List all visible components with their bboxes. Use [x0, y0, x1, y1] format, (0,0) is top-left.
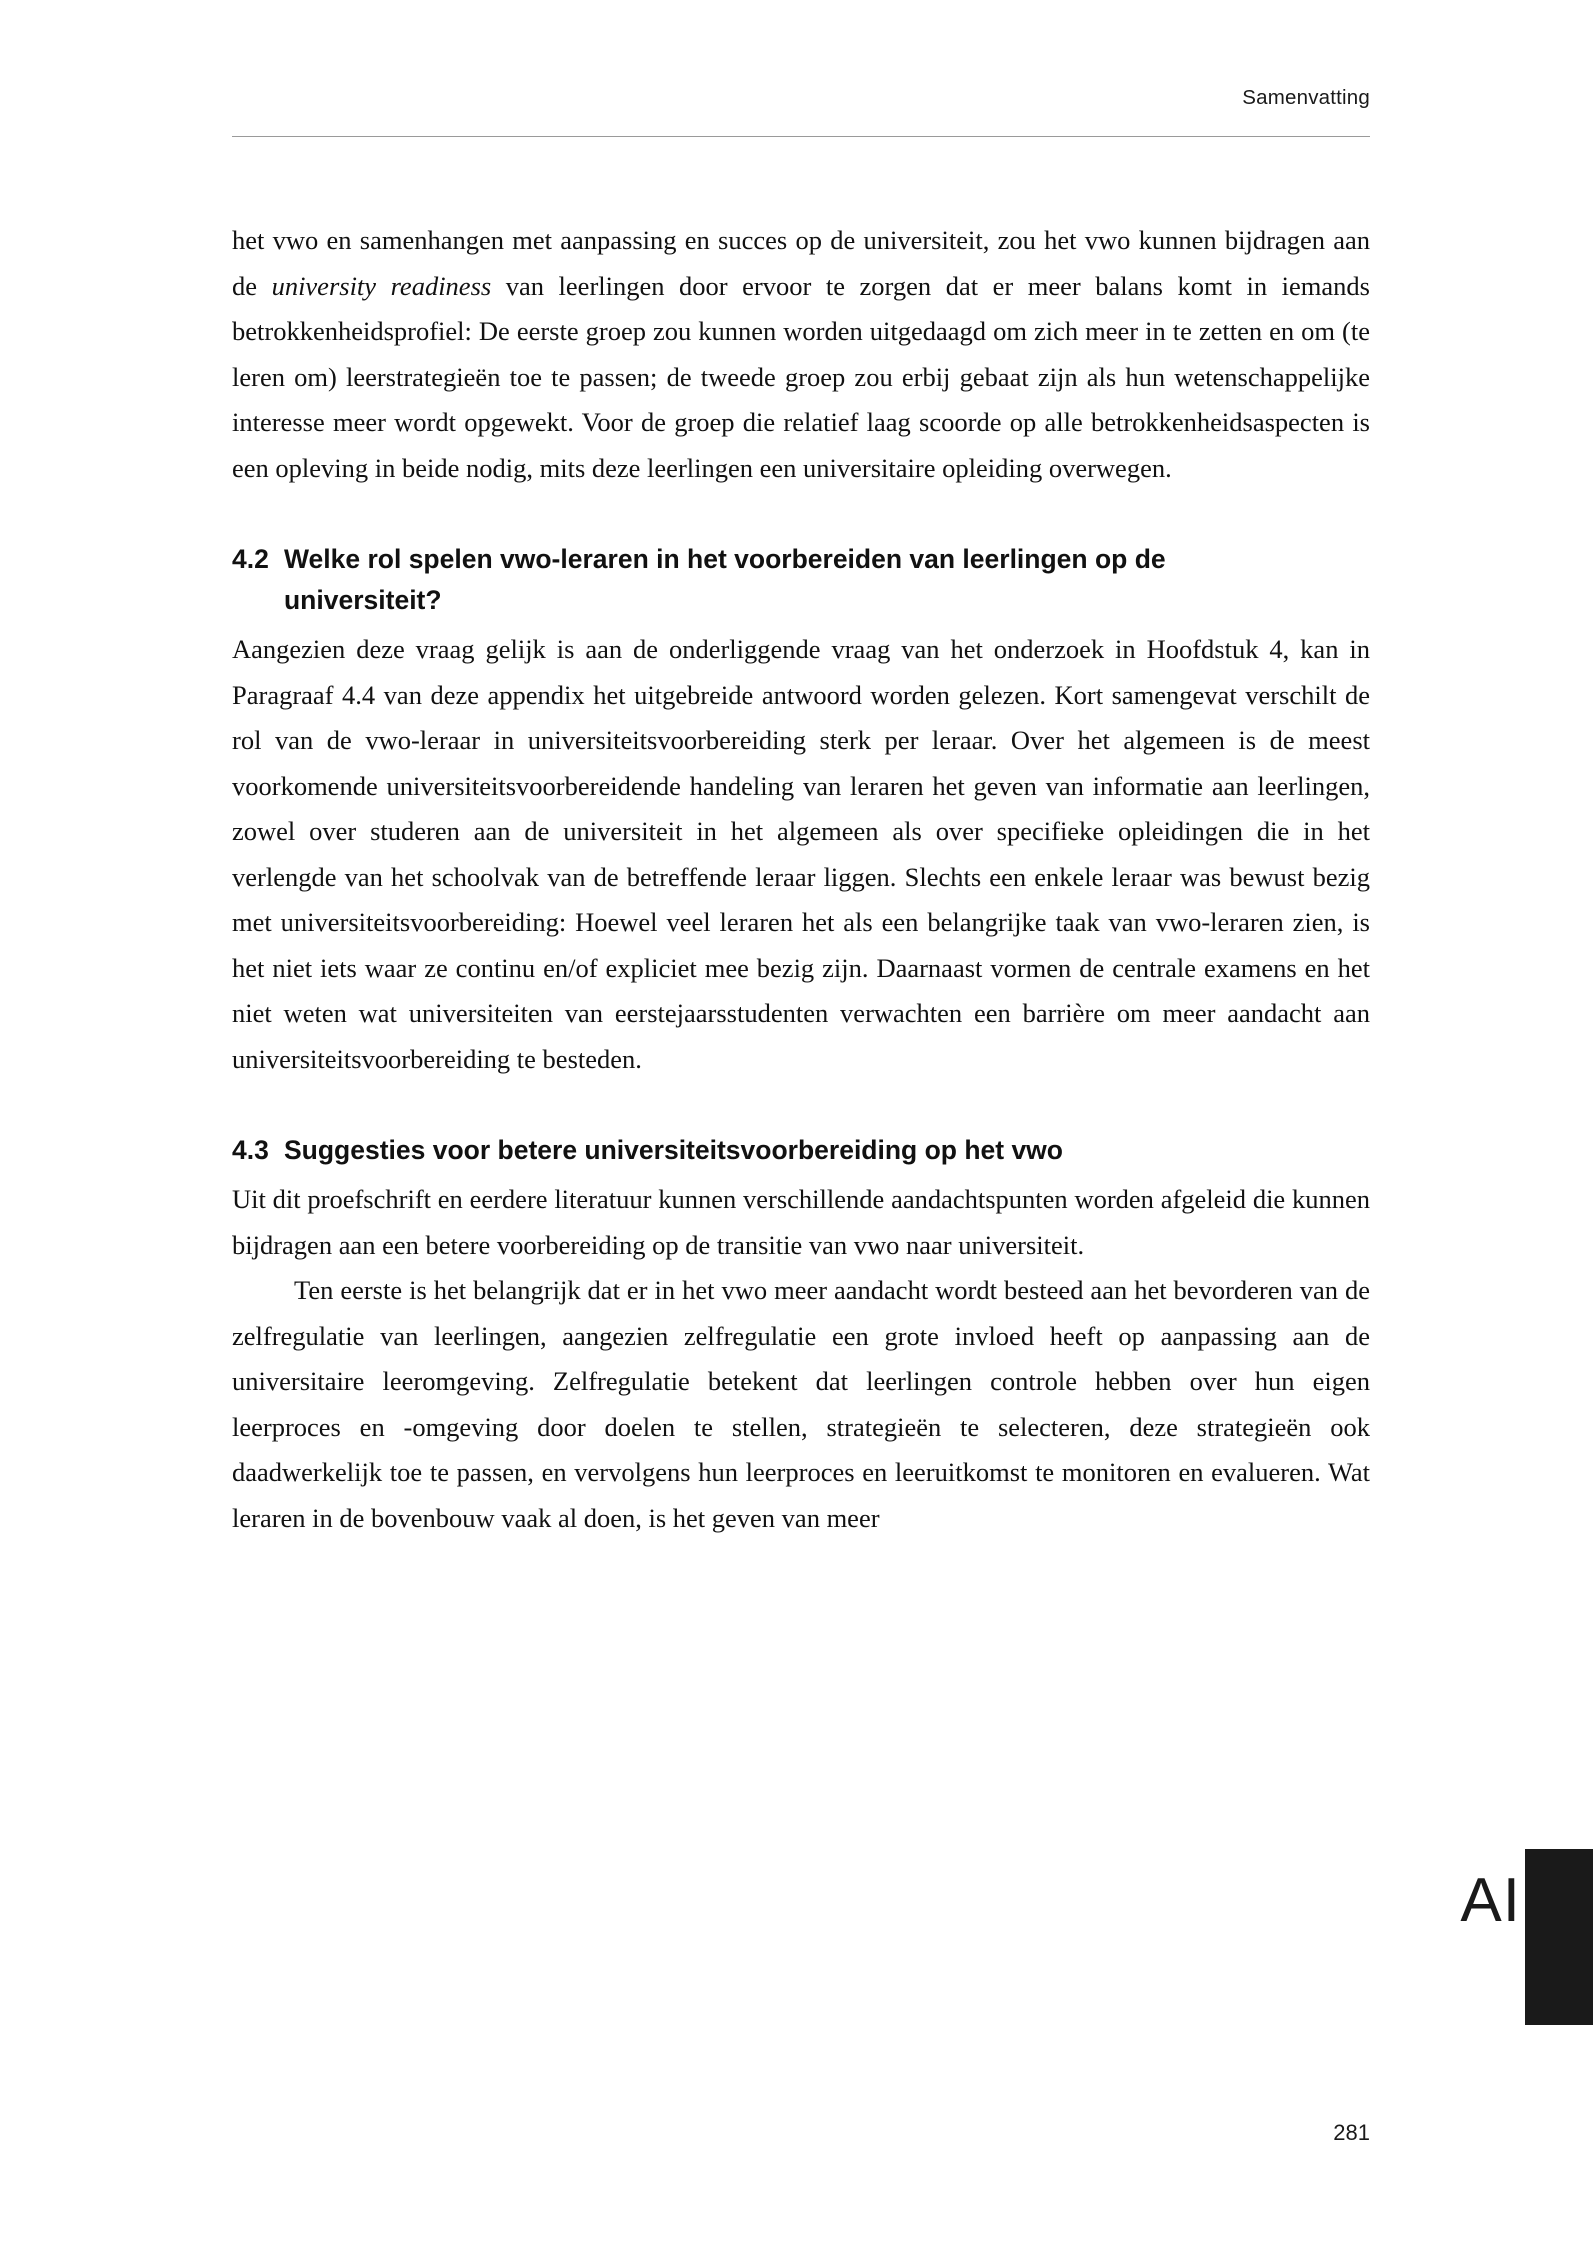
thumb-tab-label: AI	[1460, 1866, 1521, 1935]
heading-number-4-2: 4.2	[232, 544, 269, 574]
paragraph-text: Ten eerste is het belangrijk dat er in het vwo meer aandacht wordt besteed aan het bevorderen van de zelfregulatie van leerlingen, aangezien zelfregulatie een grote invloed heeft op aanpassing aan de universitaire leeromgeving. Zelfregulatie betekent dat leerlingen controle hebben over hun eigen leerproces en -omgeving door doelen te stellen, strategieën te selecteren, deze strategieën ook daadwerkelijk toe te passen, en vervolgens hun leerproces en leeruitkomst te monitoren en evalueren. Wat leraren in de bovenbouw vaak al doen, is het geven van meer	[232, 1275, 1370, 1533]
spacer	[232, 491, 1370, 539]
heading-section-4-3	[232, 1130, 1370, 1171]
header-rule	[232, 136, 1370, 137]
paragraph-section-4-2: Aangezien deze vraag gelijk is aan de onderliggende vraag van het onderzoek in Hoofdstuk 4, kan in Paragraaf 4.4 van deze appendix het uitgebreide antwoord worden gelezen. Kort samengevat verschilt de rol van de vwo-leraar in universiteitsvoorbereiding sterk per leraar. Over het algemeen is de meest voorkomende universiteitsvoorbereidende handeling van leraren het geven van informatie aan leerlingen, zowel over studeren aan de universiteit in het algemeen als over specifieke opleidingen die in het verlengde van het schoolvak van de betreffende leraar liggen. Slechts een enkele leraar was bewust bezig met universiteitsvoorbereiding: Hoewel veel leraren het als een belangrijke taak van vwo-leraren zien, is het niet iets waar ze continu en/of expliciet mee bezig zijn. Daarnaast vormen de centrale examens en het niet weten wat universiteiten van eerstejaarsstudenten verwachten een barrière om meer aandacht aan universiteitsvoorbereiding te besteden.	[232, 634, 1370, 1074]
paragraph-section-4-3-second	[232, 1268, 1370, 1541]
thumb-tab-marker	[1525, 1849, 1593, 2025]
heading-title-4-2-line-2: universiteit?	[284, 585, 442, 615]
paragraph-text-part-1: het vwo en samenhangen met aanpassing en succes op de universiteit, zou het vwo kunnen bijdragen aan de	[232, 225, 1370, 301]
italic-term: university readiness	[271, 270, 492, 301]
heading-number-4-3: 4.3	[232, 1135, 269, 1165]
text-column	[232, 218, 1370, 1541]
paragraph-text-part-2: van leerlingen door ervoor te zorgen dat er meer balans komt in iemands betrokkenheidsprofiel: De eerste groep zou kunnen worden uitgedaagd om zich meer in te zetten en om (te leren om) leerstrategieën toe te passen; de tweede groep zou erbij gebaat zijn als hun wetenschappelijke interesse meer wordt opgewekt. Voor de groep die relatief laag scoorde op alle betrokkenheidsaspecten is een opleving in beide nodig, mits deze leerlingen een universitaire opleiding overwegen.	[232, 270, 1370, 483]
running-head: Samenvatting	[1242, 86, 1370, 109]
heading-title-4-2-line-1: Welke rol spelen vwo-leraren in het voorbereiden van leerlingen op de	[284, 544, 1166, 574]
paragraph-continuation	[232, 218, 1370, 491]
heading-section-4-2	[232, 539, 1370, 621]
heading-title-4-3: Suggesties voor betere universiteitsvoorbereiding op het vwo	[284, 1135, 1063, 1165]
paragraph-section-4-3-first: Uit dit proefschrift en eerdere literatuur kunnen verschillende aandachtspunten worden afgeleid die kunnen bijdragen aan een betere voorbereiding op de transitie van vwo naar universiteit.	[232, 1184, 1370, 1260]
page-number: 281	[1333, 2120, 1370, 2145]
spacer	[232, 1082, 1370, 1130]
